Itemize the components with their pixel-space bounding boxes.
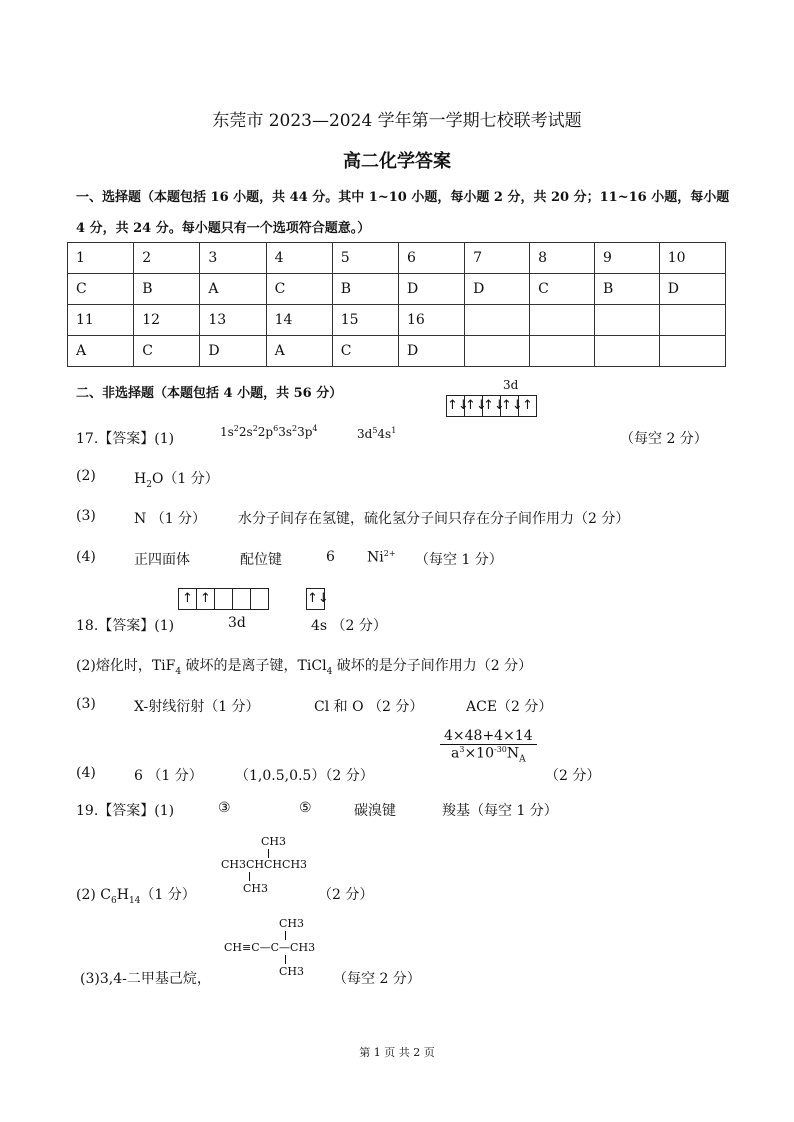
config-electrons: 1 <box>391 426 397 435</box>
orbital-box <box>251 589 268 609</box>
config-orbital: 1s <box>220 425 234 439</box>
structure1-bond-bottom <box>249 872 250 881</box>
answer-table-cell: A <box>266 336 332 367</box>
q18-orbital-3d <box>178 588 269 610</box>
config-orbital: 3s <box>278 425 292 439</box>
q17-valence-config <box>357 426 396 441</box>
q18-p3-answer-c: ACE（2 分） <box>466 699 553 715</box>
answer-table-cell <box>530 336 595 367</box>
orbital-box: ↑↓ <box>465 396 483 416</box>
q17-p4-score: （每空 1 分） <box>415 552 503 568</box>
q19-answer-d: 羧基（每空 1 分） <box>442 803 558 819</box>
answer-table-cell: D <box>659 274 725 305</box>
section1-instructions-line2: 4 分，共 24 分。每小题只有一个选项符合题意。） <box>76 221 371 236</box>
q17-p3-answer-a: N （1 分） <box>134 511 207 527</box>
answer-table-cell <box>465 336 530 367</box>
answer-table-cell <box>594 305 659 336</box>
q17-score: （每空 2 分） <box>620 431 708 447</box>
answer-table-cell: 13 <box>200 305 266 336</box>
answer-table-cell: 6 <box>398 243 464 274</box>
config-orbital: 2s <box>238 425 253 439</box>
config-electrons: 2 <box>292 424 298 433</box>
answer-table-cell: 9 <box>594 243 659 274</box>
config-electrons: 6 <box>273 424 279 433</box>
q18-p2-answer: (2)熔化时，TiF$_4$ 破坏的是离子键，TiCl$_4$ 破坏的是分子间作用力（2 分） <box>76 658 533 677</box>
answer-table-cell: 11 <box>68 305 134 336</box>
answer-table-cell: C <box>134 336 200 367</box>
answer-table-cell: 1 <box>68 243 134 274</box>
q17-p4-answer-c: 6 <box>326 549 335 565</box>
q19-p3-answer: (3)3,4-二甲基己烷， <box>80 971 211 987</box>
answer-table-cell: D <box>398 274 464 305</box>
config-electrons: 5 <box>372 426 378 435</box>
orbital-box <box>233 589 251 609</box>
answer-table-cell: B <box>134 274 200 305</box>
config-orbital: 2p <box>257 425 274 439</box>
structure2-bond-bottom <box>285 955 286 964</box>
config-orbital: 4s <box>377 427 392 441</box>
answer-table-row <box>68 274 726 305</box>
answer-table-cell: 4 <box>266 243 332 274</box>
q19-answer-c: 碳溴键 <box>354 803 396 819</box>
answer-table <box>67 242 726 367</box>
orbital-box: ↑↓ <box>447 396 465 416</box>
answer-table-cell: C <box>266 274 332 305</box>
structure1-bottom: CH3 <box>243 882 269 895</box>
q17-orbital-diagram <box>446 395 537 417</box>
q18-p4-label: (4) <box>76 765 96 781</box>
config-electrons: 2 <box>252 424 258 433</box>
answer-table-cell: 16 <box>398 305 464 336</box>
q17-p2-answer: $H_2O(1$ 分） <box>134 471 219 490</box>
q18-label-3d: 3d <box>228 615 246 631</box>
q18-p3-answer-a: X-射线衍射（1 分） <box>134 699 260 715</box>
orbital-box: ↑ <box>197 589 215 609</box>
q19-p3-score: （每空 2 分） <box>333 971 421 987</box>
fraction-denominator: $a^3\times 10^{-30}N_A$ <box>451 745 526 765</box>
answer-table-cell: A <box>68 336 134 367</box>
document-subtitle: 高二化学答案 <box>343 151 451 172</box>
q17-p4-answer-b: 配位键 <box>240 552 282 568</box>
structure2-main: CH≡C—C—CH3 <box>224 941 316 954</box>
config-electrons: 2 <box>233 424 239 433</box>
structure1-top: CH3 <box>261 835 287 848</box>
structure1-main: CH3CHCHCH3 <box>221 858 308 871</box>
section2-heading: 二、非选择题（本题包括 4 小题，共 56 分） <box>76 386 343 401</box>
answer-table-cell: 12 <box>134 305 200 336</box>
q17-p4-label: (4) <box>76 549 96 565</box>
structure2-top: CH3 <box>279 917 305 930</box>
q18-p4-answer-a: 6 （1 分） <box>134 768 203 784</box>
q18-label: 18.【答案】(1) <box>76 618 175 634</box>
q17-label: 17.【答案】(1) <box>76 431 175 447</box>
section1-instructions-line1: 一、选择题（本题包括 16 小题，共 44 分。其中 1~10 小题，每小题 2 分，共 20 分；11~16 小题，每小题 <box>76 190 730 205</box>
q18-p4-answer-b: （1,0.5,0.5）（2 分） <box>235 768 374 784</box>
q18-density-fraction <box>440 728 537 764</box>
q17-p4-answer-d: $Ni^{2+}$ <box>367 549 396 566</box>
answer-table-cell <box>659 305 725 336</box>
config-electrons: 4 <box>312 424 318 433</box>
q19-answer-a: ③ <box>218 800 231 816</box>
answer-table-cell: A <box>200 274 266 305</box>
structure1-bond-top <box>268 849 269 858</box>
answer-table-cell: D <box>465 274 530 305</box>
answer-table-cell: 8 <box>530 243 595 274</box>
q18-orbital-4s <box>306 588 329 610</box>
q17-electron-config <box>220 424 318 439</box>
structure2-bottom: CH3 <box>279 965 305 978</box>
q18-p4-score: （2 分） <box>545 768 601 784</box>
answer-table-cell <box>465 305 530 336</box>
q17-p2-label: (2) <box>76 468 96 484</box>
answer-table-cell <box>530 305 595 336</box>
answer-table-row <box>68 305 726 336</box>
answer-table-cell: B <box>332 274 398 305</box>
orbital-box: ↑ <box>179 589 197 609</box>
answer-table-row <box>68 243 726 274</box>
q18-p3-answer-b: Cl 和 O （2 分） <box>314 699 424 715</box>
answer-table-cell <box>594 336 659 367</box>
answer-table-cell: 5 <box>332 243 398 274</box>
q19-answer-b: ⑤ <box>299 800 312 816</box>
answer-table-cell: B <box>594 274 659 305</box>
answer-table-row <box>68 336 726 367</box>
answer-table-cell: 14 <box>266 305 332 336</box>
config-orbital: 3p <box>297 425 313 439</box>
answer-table-cell: C <box>68 274 134 305</box>
answer-table-cell: 10 <box>659 243 725 274</box>
q19-label: 19.【答案】(1) <box>76 803 175 819</box>
q17-orbital-label: 3d <box>503 378 519 392</box>
q17-p3-answer-b: 水分子间存在氢键，硫化氢分子间只存在分子间作用力（2 分） <box>238 511 630 527</box>
fraction-numerator: 4×48+4×14 <box>440 728 537 745</box>
q19-p2-score: （2 分） <box>318 887 374 903</box>
answer-table-cell: D <box>200 336 266 367</box>
orbital-box: ↑↓ <box>483 396 501 416</box>
answer-table-cell: 3 <box>200 243 266 274</box>
orbital-box: ↑↓ <box>501 396 519 416</box>
orbital-box: ↑ <box>522 398 533 413</box>
config-orbital: 3d <box>357 427 373 441</box>
q17-p3-label: (3) <box>76 508 96 524</box>
q19-p2-answer: (2) $C_6H_{14}(1$ 分） <box>76 887 196 906</box>
q18-label-4s: 4s （2 分） <box>311 618 387 634</box>
answer-table-cell: D <box>398 336 464 367</box>
answer-table-cell: 2 <box>134 243 200 274</box>
answer-table-cell <box>659 336 725 367</box>
q18-p3-label: (3) <box>76 696 96 712</box>
document-title: 东莞市 2023—2024 学年第一学期七校联考试题 <box>212 111 582 131</box>
orbital-box <box>215 589 233 609</box>
orbital-box: ↑↓ <box>307 591 329 606</box>
q17-p4-answer-a: 正四面体 <box>134 552 190 568</box>
structure2-bond-top <box>285 931 286 940</box>
answer-table-cell: C <box>332 336 398 367</box>
answer-table-cell: 15 <box>332 305 398 336</box>
answer-table-cell: C <box>530 274 595 305</box>
page-footer: 第 1 页 共 2 页 <box>359 1046 435 1059</box>
answer-table-cell: 7 <box>465 243 530 274</box>
